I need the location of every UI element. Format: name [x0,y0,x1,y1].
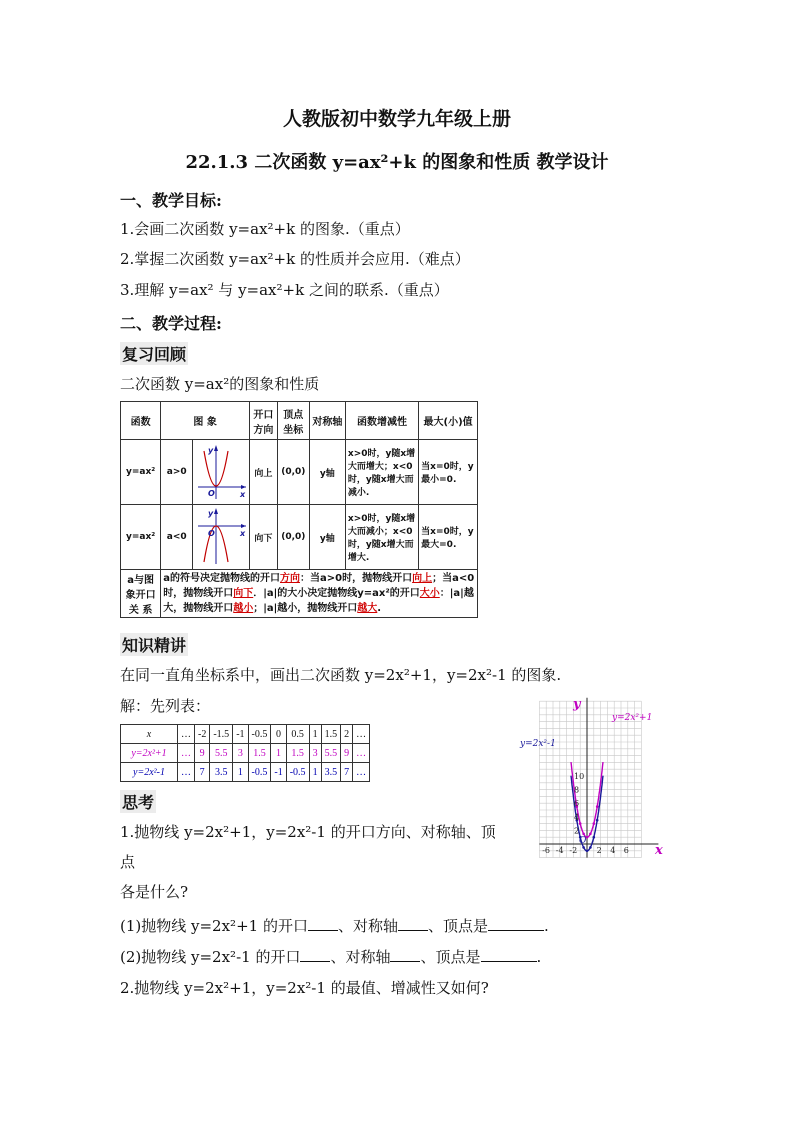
rel-part: ：|a|越大，抛物线开口 [163,588,474,614]
x-tick-label: 6 [623,846,629,855]
row1-func: y=ax² [121,440,161,505]
value-cell: 3.5 [321,763,341,782]
row1-axis: y轴 [309,440,345,505]
x-axis-label: x [655,843,663,858]
value-cell: -2 [195,725,210,744]
th-vertex: 顶点坐标 [277,402,309,440]
x-tick-label: -2 [569,846,578,855]
x-tick-label: -4 [555,846,564,855]
value-cell: 0 [271,725,286,744]
y-tick-label: 4 [574,812,580,822]
value-cell: 1.5 [321,725,341,744]
value-cell: … [353,763,370,782]
y-axis-label: y [208,445,214,455]
relation-text [161,570,478,618]
th-mono: 函数增减性 [345,402,418,440]
value-cell: 1 [271,744,286,763]
data-point [593,822,596,825]
review-text: 二次函数 y=ax²的图象和性质 [120,375,320,393]
value-cell: 3 [233,744,248,763]
value-cell: -0.5 [286,763,309,782]
rel-part: ：当a>0时，抛物线开口 [299,573,413,584]
doc-subtitle: 22.1.3 二次函数 y=ax²+k 的图象和性质 教学设计 [185,152,609,173]
value-cell: -0.5 [248,725,271,744]
row2-cond: a<0 [161,505,193,570]
y-tick-label: 2 [574,826,580,836]
value-cell: 5.5 [321,744,341,763]
up-parabola-graph [194,441,248,501]
value-cell: 1 [309,763,321,782]
q1b-text: 、对称轴 [330,948,391,966]
origin-label-2: O [208,528,215,538]
row1-cond: a>0 [161,440,193,505]
row1-graph [193,440,250,505]
value-cell: … [178,725,195,744]
value-cell: 7 [341,763,353,782]
value-cell: 3 [309,744,321,763]
q1b-blank-vertex [481,949,537,962]
origin-label: O [579,836,587,846]
data-point [586,850,589,853]
value-cell: -1 [233,725,248,744]
goal-1: 1.会画二次函数 y=ax²+k 的图象.（重点） [120,220,410,238]
down-parabola-graph [194,506,248,566]
relation-label: a与图象开口关 系 [121,570,161,618]
rel-part: ；|a|越小，抛物线开口 [253,603,358,614]
lower-curve-label: y=2x²-1 [520,739,556,749]
rel-part: a的符号决定抛物线的开口 [163,573,280,584]
rel-keyword: 向上 [412,573,433,584]
parabola-graph [516,694,668,862]
goal-3: 3.理解 y=ax² 与 y=ax²+k 之间的联系.（重点） [120,281,449,299]
q1b-text: (2)抛物线 y=2x²-1 的开口 [120,948,301,966]
value-cell: -0.5 [248,763,271,782]
y-tick-label: 6 [574,799,580,809]
question-1b [120,946,541,967]
q1a-text: (1)抛物线 y=2x²+1 的开口 [120,917,308,935]
think-heading: 思考 [120,790,156,813]
rel-keyword: 方向 [279,573,300,584]
solution-text: 解：先列表： [120,697,211,715]
th-graph: 图 象 [161,402,250,440]
row2-func: y=ax² [121,505,161,570]
x-tick-label: 2 [596,846,602,855]
y-tick-label: 8 [574,785,580,795]
row2-dir: 向下 [249,505,277,570]
th-ext: 最大(小)值 [419,402,478,440]
task-text: 在同一直角坐标系中，画出二次函数 y=2x²+1，y=2x²-1 的图象. [120,666,562,684]
row2-vertex: (0,0) [277,505,309,570]
value-cell: 1 [309,725,321,744]
upper-curve-label: y=2x²+1 [612,713,653,723]
y-axis-label-2: y [208,508,214,518]
data-point [579,822,582,825]
row2-ext: 当x=0时，y最大=0. [419,505,478,570]
value-cell: -1.5 [210,725,233,744]
row1-dir: 向上 [249,440,277,505]
row2-label-cell: y=2x²-1 [121,763,178,782]
y-axis-label: y [573,697,581,712]
value-cell: 9 [341,744,353,763]
question-2: 2.抛物线 y=2x²+1，y=2x²-1 的最值、增减性又如何? [120,979,489,997]
section-process-heading: 二、教学过程: [120,314,222,333]
data-point [582,833,585,836]
question-1a [120,915,549,936]
row2-axis: y轴 [309,505,345,570]
property-table [120,401,478,618]
value-cell: 2 [341,725,353,744]
data-point [596,805,599,808]
knowledge-heading: 知识精讲 [120,633,188,656]
value-cell: 5.5 [210,744,233,763]
q1a-blank-axis [398,918,428,931]
row2-graph [193,505,250,570]
value-table [120,724,370,782]
rel-part: . [377,603,382,614]
x-tick-label: -6 [542,846,550,855]
rel-part: ；当a<0时，抛物线开口 [163,573,475,599]
question-1-line3: 各是什么? [120,883,189,901]
q1b-blank-axis [390,949,420,962]
value-cell: -1 [271,763,286,782]
value-cell: 3.5 [210,763,233,782]
row1-label-cell: y=2x²+1 [121,744,178,763]
th-axis: 对称轴 [309,402,345,440]
rel-part: ．|a|的大小决定抛物线y=ax²的开口 [253,588,420,599]
value-cell: 1.5 [286,744,309,763]
y-tick-label: 10 [574,772,585,781]
review-heading: 复习回顾 [120,342,188,365]
value-cell: 7 [195,763,210,782]
value-cell: … [178,763,195,782]
origin-label: O [208,488,215,498]
rel-keyword: 越大 [357,603,378,614]
q1a-text: 、顶点是 [427,917,488,935]
row1-vertex: (0,0) [277,440,309,505]
data-point [596,819,599,822]
value-cell: 9 [195,744,210,763]
q1a-text: . [544,917,549,935]
th-dir: 开口方向 [249,402,277,440]
rel-keyword: 向下 [233,588,254,599]
row2-mono: x>0时，y随x增大而减小；x<0时，y随x增大而增大. [345,505,418,570]
x-tick-label: 4 [610,846,616,855]
value-cell: … [353,725,370,744]
data-point [589,833,592,836]
goal-2: 2.掌握二次函数 y=ax²+k 的性质并会应用.（难点） [120,250,470,268]
th-func: 函数 [121,402,161,440]
q1b-text: 、顶点是 [420,948,481,966]
rel-keyword: 越小 [233,603,254,614]
value-cell: … [353,744,370,763]
q1b-blank-dir [300,949,330,962]
rel-keyword: 大小 [419,588,440,599]
data-point [593,836,596,839]
x-axis-label-2: x [240,528,246,538]
row1-mono: x>0时，y随x增大而增大；x<0时，y随x增大而减小. [345,440,418,505]
question-1-line2: 点 [120,853,136,871]
value-cell: 1.5 [248,744,271,763]
data-point [582,846,585,849]
section-goals-heading: 一、教学目标: [120,191,222,210]
value-cell: 0.5 [286,725,309,744]
q1a-blank-dir [308,918,338,931]
x-axis-label: x [240,489,246,499]
x-label-cell: x [121,725,178,744]
q1a-blank-vertex [488,918,544,931]
row1-ext: 当x=0时，y最小=0. [419,440,478,505]
q1a-text: 、对称轴 [337,917,398,935]
value-cell: 1 [233,763,248,782]
doc-title: 人教版初中数学九年级上册 [282,108,511,130]
value-cell: … [178,744,195,763]
question-1-line1: 1.抛物线 y=2x²+1，y=2x²-1 的开口方向、对称轴、顶 [120,823,496,841]
data-point [589,846,592,849]
q1b-text: . [536,948,542,966]
